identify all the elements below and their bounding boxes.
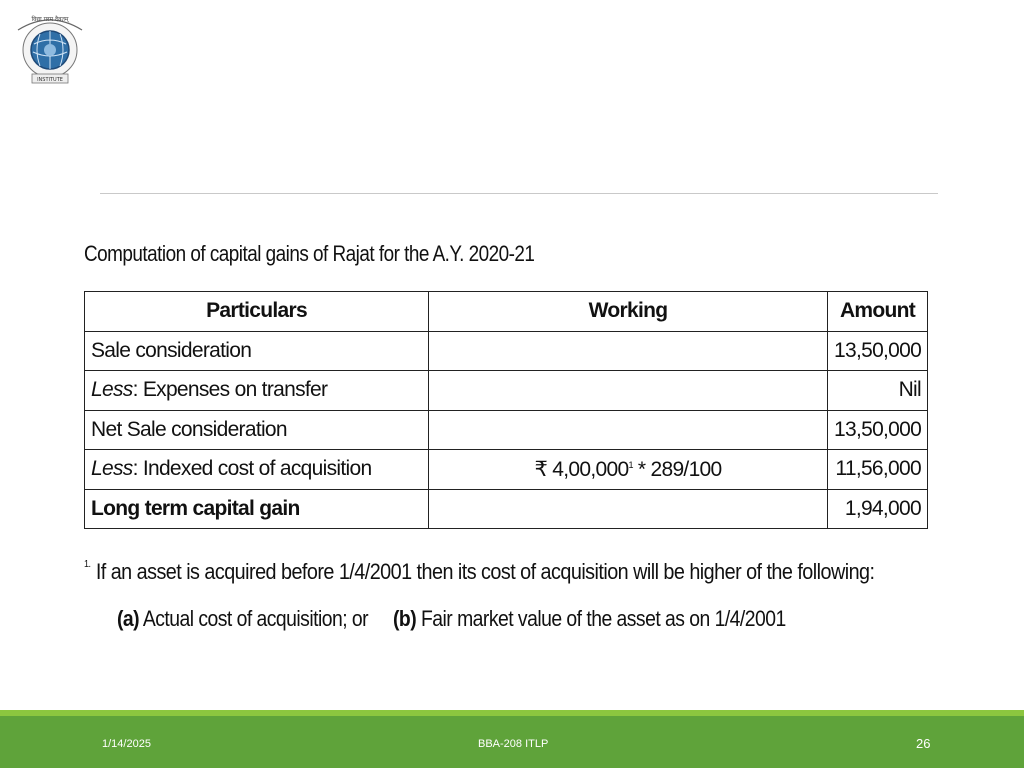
- row-particulars: Net Sale consideration: [85, 410, 429, 450]
- row-particulars: Sale consideration: [85, 331, 429, 371]
- logo-label: INSTITUTE: [37, 77, 63, 83]
- row-working: [429, 331, 828, 371]
- table-row: [85, 371, 928, 411]
- header-particulars: Particulars: [85, 292, 429, 332]
- table-row: [85, 331, 928, 371]
- table-row: [85, 410, 928, 450]
- row-amount: 13,50,000: [828, 331, 928, 371]
- footnote-marker: 1.: [84, 559, 91, 570]
- footnote-text: If an asset is acquired before 1/4/2001 then its cost of acquisition will be higher of the following:: [95, 559, 875, 584]
- row-amount: 13,50,000: [828, 410, 928, 450]
- footer-date: 1/14/2025: [102, 738, 151, 750]
- footer-title: BBA-208 ITLP: [478, 738, 549, 750]
- footnote-option-a: (a) Actual cost of acquisition; or: [117, 606, 369, 631]
- logo-motto: विद्या परम दैवतम्: [31, 16, 69, 23]
- row-particulars: Long term capital gain: [85, 489, 429, 529]
- footnote-option-b: (b) Fair market value of the asset as on 1/4/2001: [393, 606, 786, 631]
- title-divider: [100, 193, 938, 194]
- table-row-total: [85, 489, 928, 529]
- footnote: [84, 559, 874, 585]
- header-working: Working: [429, 292, 828, 332]
- table-header-row: [85, 292, 928, 332]
- row-particulars: Less: Expenses on transfer: [85, 371, 429, 411]
- header-amount: Amount: [828, 292, 928, 332]
- row-particulars: Less: Indexed cost of acquisition: [85, 450, 429, 490]
- institute-logo: [12, 8, 88, 88]
- row-amount: 1,94,000: [828, 489, 928, 529]
- institute-emblem-icon: [12, 8, 88, 88]
- table-row: [85, 450, 928, 490]
- slide-number: 26: [916, 736, 931, 751]
- capital-gains-table: [84, 291, 928, 529]
- row-working: ₹ 4,00,000$^1$ * 289/100: [429, 450, 828, 490]
- table-caption: Computation of capital gains of Rajat for the A.Y. 2020-21: [84, 241, 535, 266]
- row-working: [429, 489, 828, 529]
- slide-footer: [0, 716, 1024, 768]
- row-amount: 11,56,000: [828, 450, 928, 490]
- row-working: [429, 371, 828, 411]
- row-working: [429, 410, 828, 450]
- row-amount: Nil: [828, 371, 928, 411]
